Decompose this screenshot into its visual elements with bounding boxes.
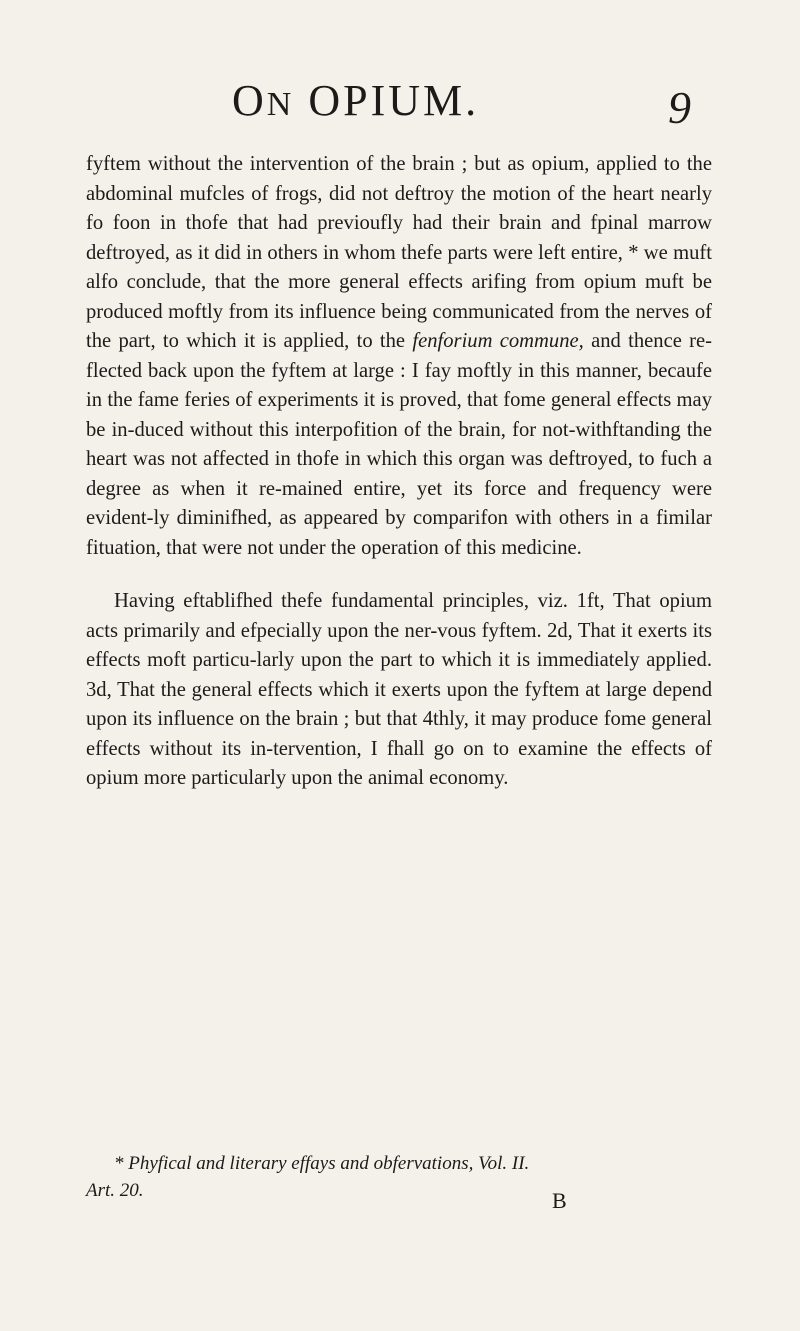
footnote-citation: * Phyfical and literary effays and obfervations, Vol. II. [114, 1153, 530, 1174]
paragraph-1 [86, 150, 712, 563]
footnote [86, 1150, 712, 1204]
paragraph-1-text-after: and thence re-flected back upon the fyftem at large : I fay moftly in this manner, becaufe in the fame feries of experiments it is proved, that fome general effects may be in-duced without this interpofition of the brain, for not-withftanding the heart was not affected in thofe in which this organ was deftroyed, to fuch a degree as when it re-mained entire, yet its force and frequency were evident-ly diminifhed, as appeared by comparifon with others in a fimilar fituation, that were not under the operation of this medicine. [86, 330, 712, 559]
title-initial: O [232, 76, 267, 125]
paragraph-2: Having eftablifhed thefe fundamental principles, viz. 1ft, That opium acts primarily and efpecially upon the ner-vous fyftem. 2d, That it exerts its effects moft particu-larly upon the part to which it is immediately applied. 3d, That the general effects which it exerts upon the fyftem at large depend upon its influence on the brain ; but that 4thly, it may produce fome general effects without its in-tervention, I fhall go on to examine the effects of opium more particularly upon the animal economy. [86, 590, 712, 789]
signature-mark: B [552, 1188, 567, 1213]
title-small-caps: N [266, 86, 295, 123]
latin-phrase: fenforium commune, [412, 330, 584, 352]
running-head [0, 76, 800, 136]
paragraph-1-text: fyftem without the intervention of the brain ; but as opium, applied to the abdominal mufcles of frogs, did not deftroy the motion of the heart nearly fo foon in thofe that had previoufly had their brain and fpinal marrow deftroyed, as it did in others in whom thefe parts were left entire, * we muft alfo conclude, that the more general effects arifing from opium muft be produced moftly from its influence being communicated from the nerves of the part, to which it is applied, to the [86, 153, 712, 352]
title-rest: OPIUM. [308, 76, 480, 125]
page-number: 9 [668, 82, 691, 133]
body-text [86, 150, 712, 794]
running-title [232, 76, 479, 130]
footnote-article: Art. 20. [86, 1180, 144, 1201]
